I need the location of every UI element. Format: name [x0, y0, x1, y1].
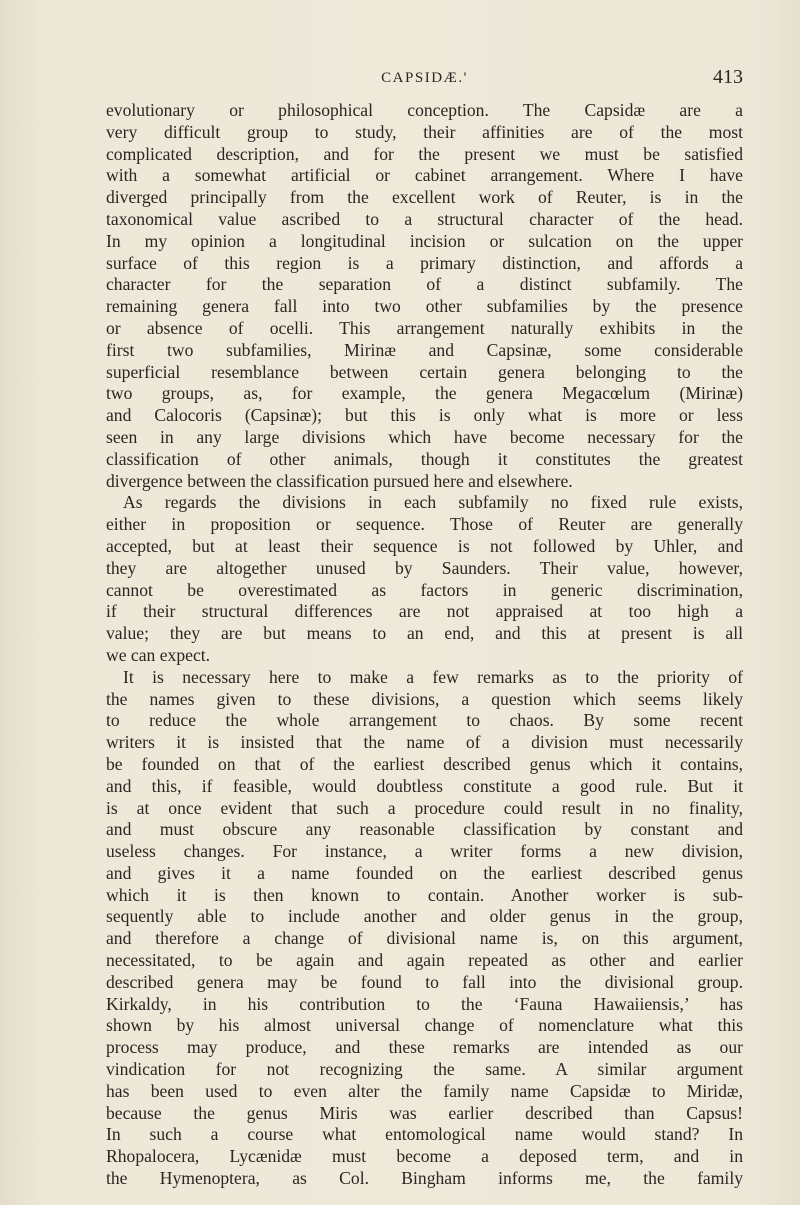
text-line: divergence between the classification pursued here and elsewhere. — [106, 470, 573, 491]
text-line: It is necessary here to make a few remarks as to the priority of — [123, 666, 743, 687]
text-line: sequently able to include another and older genus in the group, — [106, 906, 743, 927]
text-line: In my opinion a longitudinal incision or sulcation on the upper — [106, 230, 743, 251]
text-line: taxonomical value ascribed to a structural character of the head. — [106, 208, 743, 229]
text-line: seen in any large divisions which have become necessary for the — [106, 426, 743, 447]
text-line: or absence of ocelli. This arrangement naturally exhibits in the — [106, 317, 743, 338]
text-line: and must obscure any reasonable classification by constant and — [106, 819, 743, 840]
text-line: either in proposition or sequence. Those of Reuter are generally — [106, 514, 743, 535]
text-line: which it is then known to contain. Another worker is sub- — [106, 884, 743, 905]
text-line: As regards the divisions in each subfamily no fixed rule exists, — [123, 492, 743, 513]
text-line: is at once evident that such a procedure could result in no finality, — [106, 797, 743, 818]
text-line: two groups, as, for example, the genera Megacœlum (Mirinæ) — [106, 383, 743, 404]
text-line: first two subfamilies, Mirinæ and Capsinæ, some considerable — [106, 339, 743, 360]
text-line: value; they are but means to an end, and this at present is all — [106, 623, 743, 644]
text-line: vindication for not recognizing the same. A similar argument — [106, 1059, 743, 1080]
text-line: with a somewhat artificial or cabinet arrangement. Where I have — [106, 165, 743, 186]
text-line: accepted, but at least their sequence is not followed by Uhler, and — [106, 535, 743, 556]
text-line: necessitated, to be again and again repeated as other and earlier — [106, 950, 743, 971]
text-line: useless changes. For instance, a writer forms a new division, — [106, 841, 743, 862]
text-line: has been used to even alter the family name Capsidæ to Miridæ, — [106, 1080, 743, 1101]
text-line: to reduce the whole arrangement to chaos. By some recent — [106, 710, 743, 731]
text-line: be founded on that of the earliest described genus which it contains, — [106, 753, 743, 774]
text-line: complicated description, and for the present we must be satisfied — [106, 143, 743, 164]
text-line: if their structural differences are not appraised at too high a — [106, 601, 743, 622]
running-head — [106, 66, 743, 94]
text-line: because the genus Miris was earlier described than Capsus! — [106, 1102, 743, 1123]
text-line: superficial resemblance between certain genera belonging to the — [106, 361, 743, 382]
text-line: they are altogether unused by Saunders. Their value, however, — [106, 557, 743, 578]
text-line: and Calocoris (Capsinæ); but this is only what is more or less — [106, 405, 743, 426]
text-line: classification of other animals, though it constitutes the greatest — [106, 448, 743, 469]
body-text — [106, 100, 743, 1190]
text-line: diverged principally from the excellent work of Reuter, is in the — [106, 187, 743, 208]
text-line: character for the separation of a distinct subfamily. The — [106, 274, 743, 295]
text-line: and gives it a name founded on the earliest described genus — [106, 862, 743, 883]
text-line: cannot be overestimated as factors in generic discrimination, — [106, 579, 743, 600]
text-line: In such a course what entomological name would stand? In — [106, 1124, 743, 1145]
text-line: the Hymenoptera, as Col. Bingham informs me, the family — [106, 1168, 743, 1189]
text-line: Rhopalocera, Lycænidæ must become a deposed term, and in — [106, 1146, 743, 1167]
text-line: very difficult group to study, their affinities are of the most — [106, 121, 743, 142]
text-line: surface of this region is a primary distinction, and affords a — [106, 252, 743, 273]
text-line: the names given to these divisions, a question which seems likely — [106, 688, 743, 709]
text-line: remaining genera fall into two other subfamilies by the presence — [106, 296, 743, 317]
running-title: CAPSIDÆ.' — [381, 70, 468, 86]
text-line: process may produce, and these remarks are intended as our — [106, 1037, 743, 1058]
text-line: writers it is insisted that the name of a division must necessarily — [106, 732, 743, 753]
text-line: we can expect. — [106, 644, 211, 665]
text-line: described genera may be found to fall into the divisional group. — [106, 971, 743, 992]
text-line: and this, if feasible, would doubtless constitute a good rule. But it — [106, 775, 743, 796]
text-line: evolutionary or philosophical conception. The Capsidæ are a — [106, 100, 743, 120]
page-number: 413 — [713, 66, 743, 88]
text-line: Kirkaldy, in his contribution to the ‘Fauna Hawaiiensis,’ has — [106, 993, 743, 1014]
text-line: and therefore a change of divisional name is, on this argument, — [106, 928, 743, 949]
text-line: shown by his almost universal change of nomenclature what this — [106, 1015, 743, 1036]
